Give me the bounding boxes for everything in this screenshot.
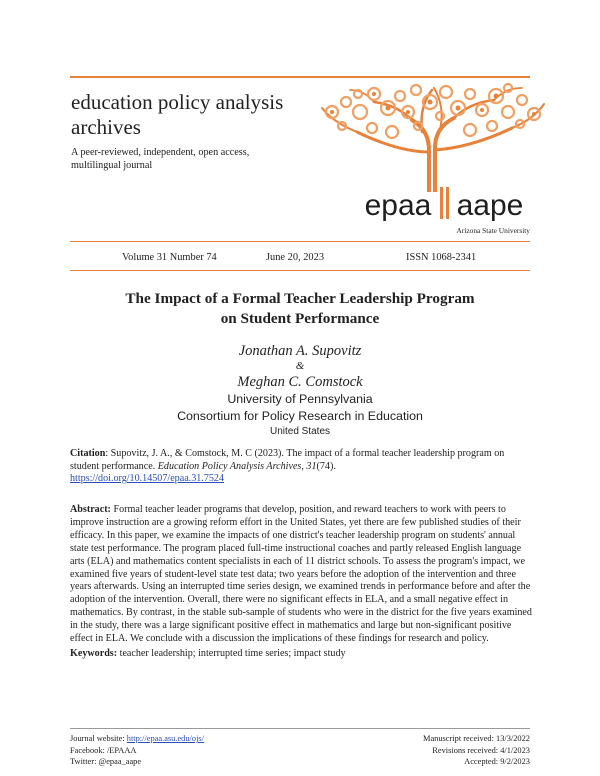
accepted-date: Accepted: 9/2/2023 [464, 757, 530, 766]
manuscript-received: Manuscript received: 13/3/2022 [423, 734, 530, 743]
affiliation: Consortium for Policy Research in Education [177, 409, 423, 423]
keywords-text: teacher leadership; interrupted time series; impact study [119, 648, 346, 659]
abstract-label: Abstract: [70, 504, 111, 515]
footer-rule [70, 728, 530, 729]
author-name: Meghan C. Comstock [237, 374, 363, 390]
facebook-handle: Facebook: /EPAAA [70, 745, 137, 755]
twitter-handle: Twitter: @epaa_aape [70, 757, 142, 766]
paper-title [70, 289, 530, 329]
citation-issue: (74). [316, 460, 336, 472]
journal-subtitle: A peer-reviewed, independent, open access, multilingual journal [71, 147, 250, 171]
issn: ISSN 1068-2341 [406, 252, 477, 263]
footer-right [423, 733, 530, 768]
logo-divider [446, 187, 449, 219]
keywords-label: Keywords: [70, 648, 118, 659]
website-label: Journal website: [70, 734, 127, 743]
paper-title-line: The Impact of a Formal Teacher Leadership Program [125, 290, 475, 307]
logo-text-right: aape [456, 189, 524, 222]
header-top-rule [70, 76, 530, 78]
publisher-name: Arizona State University [456, 226, 530, 235]
affiliation-country: United States [269, 426, 331, 437]
citation-block [70, 448, 532, 486]
citation-text: : Supovitz, J. A., & Comstock, M. C (2023). The impact of a formal teacher leadership program on student performance. [70, 448, 505, 472]
footer-left [70, 733, 204, 768]
author-name: Jonathan A. Supovitz [238, 343, 362, 359]
website-link[interactable]: http://epaa.asu.edu/ojs/ [126, 734, 204, 743]
logo-text-left: epaa [364, 189, 432, 222]
journal-website [70, 733, 204, 745]
abstract-text: Formal teacher leader programs that develop, position, and reward teachers to work with peers to improve instruction are a growing reform effort in the United States, yet there are few published studies of their efficacy. In this paper, we examine the impacts of one district's teacher leadership program on students' annual state test performance. The program placed full-time instructional coaches and partly released English language arts (ELA) and mathematics content specialists in each of 11 district schools. To assess the program's impact, we examined five years of student-level state test data; two years before the adoption of the intervention and three years afterwards. Using an interrupted time series design, we examined trends in performance before and after the adoption of the intervention. Overall, there were no significant effects in ELA, and a small negative effect in mathematics. By contrast, in the stable sub-sample of students who were in the district for the five years examined in the study, there was a large significant positive effect in mathematics and large but non-significant positive effect in ELA. We conclude with a discussion the implications of these findings for research and policy. [70, 504, 532, 645]
keywords-block [70, 648, 530, 661]
issue-bottom-rule [70, 270, 530, 271]
logo-divider [440, 187, 443, 219]
author-ampersand: & [295, 360, 305, 372]
affiliation: University of Pennsylvania [227, 392, 373, 406]
author-block [70, 343, 530, 439]
doi-link[interactable]: https://doi.org/10.14507/epaa.31.7524 [70, 473, 225, 484]
citation-journal: Education Policy Analysis Archives, 31 [157, 460, 317, 472]
citation-label: Citation [70, 448, 106, 459]
abstract-block [70, 504, 533, 646]
volume-number: Volume 31 Number 74 [122, 252, 217, 263]
issue-date: June 20, 2023 [266, 252, 325, 263]
epaa-aape-logo [338, 187, 538, 223]
tree-logo-icon [312, 82, 550, 192]
issue-top-rule [70, 241, 530, 242]
journal-title: education policy analysis archives [71, 90, 284, 139]
paper-title-line: on Student Performance [220, 310, 380, 327]
revisions-received: Revisions received: 4/1/2023 [432, 745, 530, 755]
